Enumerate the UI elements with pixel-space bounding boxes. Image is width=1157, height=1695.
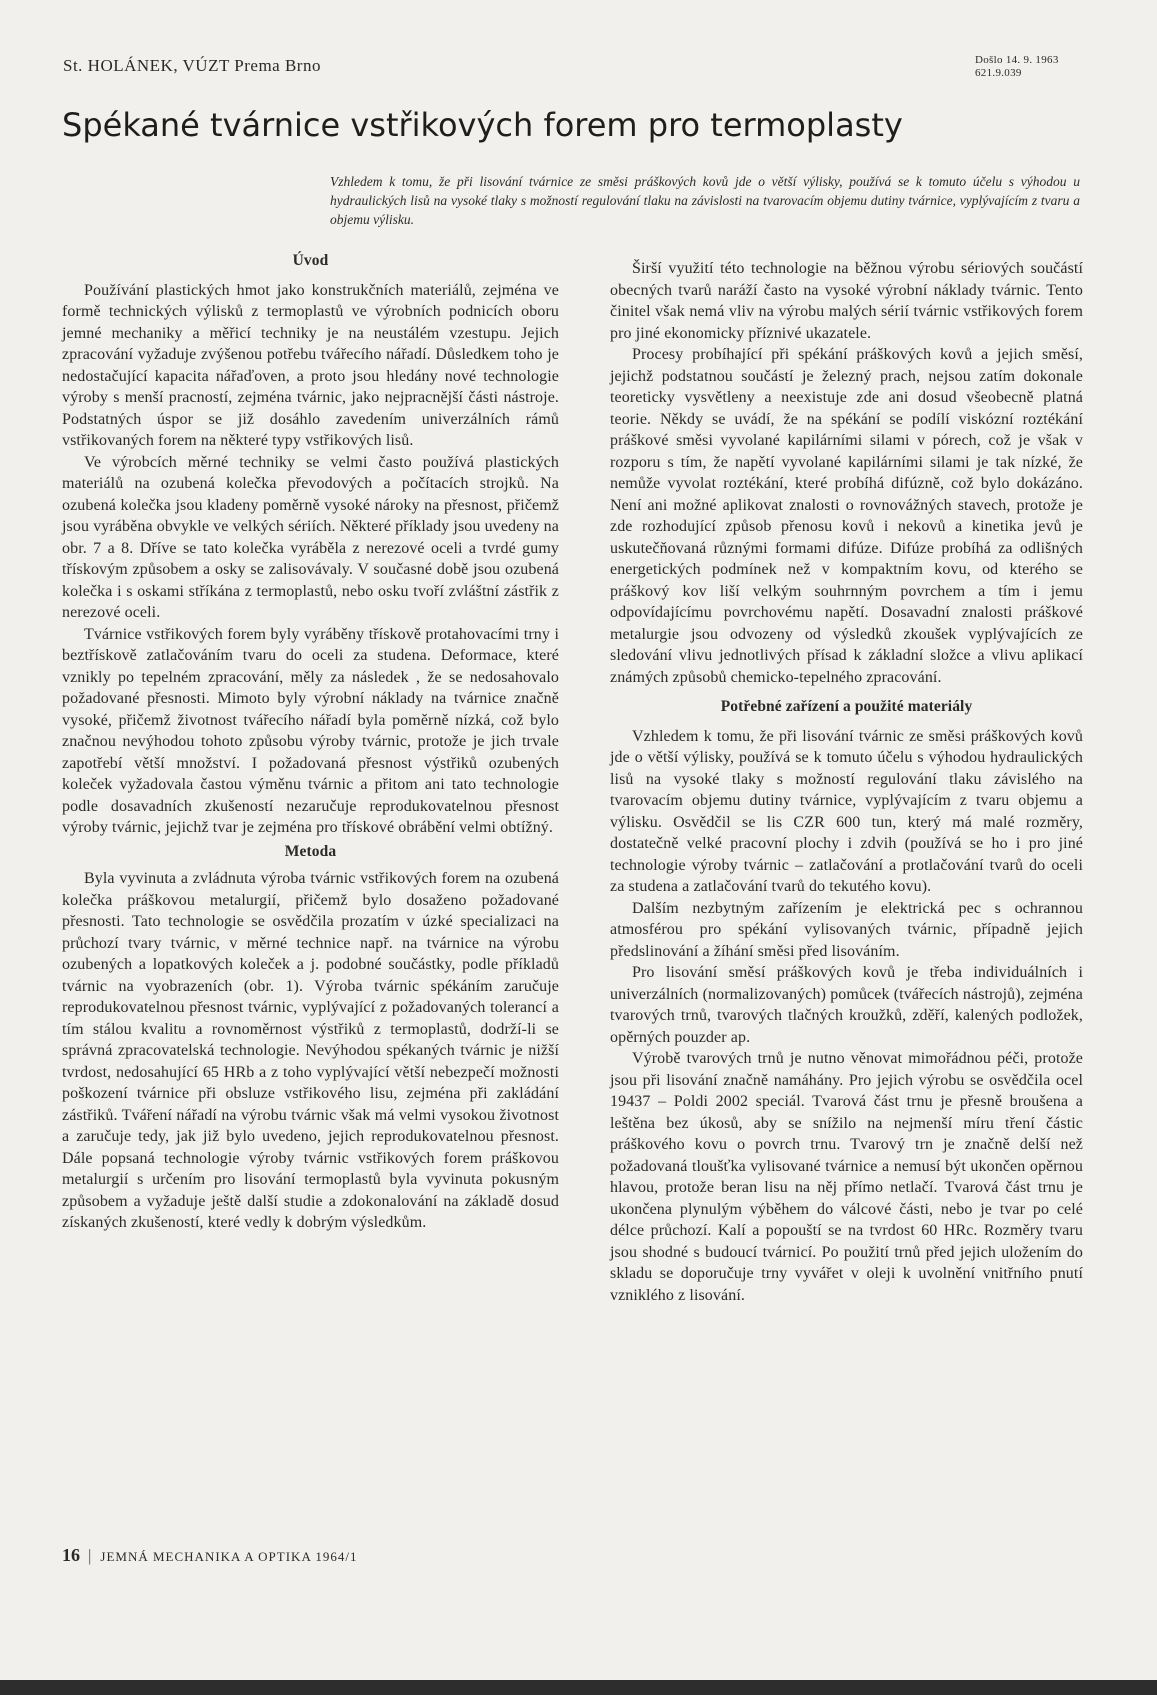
journal-name: JEMNÁ MECHANIKA A OPTIKA 1964/1 [100,1549,358,1564]
article-author: St. HOLÁNEK, VÚZT Prema Brno [63,56,321,75]
paragraph: Dalším nezbytným zařízením je elektrická pec s ochrannou atmosférou pro spékání vylisovaných tvárnic, případně jejich předslinování a žíhání směsi před lisováním. [610,899,1083,960]
section-heading-equipment: Potřebné zařízení a použité materiály [720,698,973,715]
paragraph: Vzhledem k tomu, že při lisování tvárnic ze směsi práškových kovů jde o větší výlisky, používá se k tomuto účelu s výhodou hydraulických lisů na vysoké tlaky s možností regulování tlaku závislého na tvarovacím objemu dutiny tvárnice, vyplývajícím z tvaru objemu a výlisku. Osvědčil se lis CZR 600 tun, který má malé rozměry, dostatečně velké pracovní plochy i zdvih (používá se ho i pro jiné technologie výroby tvárnic – zatlačování a protlačování tvarů do oceli za studena a zatlačování tvarů do tekutého kovu). [610,727,1083,895]
paragraph: Procesy probíhající při spékání práškových kovů a jejich směsí, jejichž podstatnou součástí je železný prach, nejsou zatím dokonale teoreticky vysvětleny a neexistuje zde ani dosud všeobecně platná teorie. Někdy se uvádí, že na spékání se podílí viskózní roztékání práškové směsi vyvolané kapilárními silami v pórech, což je však v rozporu s tím, že napětí vyvolané kapilárními silami je tak nízké, že nemůže vyvolat roztékání, které probíhá difúzně, což bylo dokázáno. Není ani možné aplikovat znalosti o rovnovážných stavech, protože je zde rozhodující způsob přenosu kovů i nekovů a kinetika jevů je uskutečňovaná různými formami difúze. Difúze probíhá za odlišných energetických podmínek než v kompaktním kovu, od kterého se práškový kov liší velkým souhrnným povrchem a tím i jemu odpovídajícímu povrchovému napětí. Dosavadní znalosti práškové metalurgie jsou odvozeny od výsledků zkoušek vyplývajících ze sledování vlivu jednotlivých přísad k základní složce a vlivu aplikací známých způsobů chemicko-tepelného zpracování. [610,346,1083,686]
paragraph: Ve výrobcích měrné techniky se velmi často používá plastických materiálů na ozubená kolečka převodových a počítacích strojků. Na ozubená kolečka jsou kladeny poměrně vysoké nároky na přesnost, přičemž jsou vyráběna obvykle ve velkých sériích. Některé příklady jsou uvedeny na obr. 7 a 8. Dříve se tato kolečka vyráběla z nerezové oceli a tvrdé gumy třískovým způsobem a osky se zalisovávaly. V současné době jsou ozubená kolečka i s oskami stříkána z termoplastů, nebo osku tvoří zvláštní zástřik z nerezové oceli. [62,453,559,621]
right-column [610,258,1083,1306]
section-heading-intro: Úvod [292,252,329,269]
page-number: 16 [62,1545,80,1565]
left-column [62,250,559,1234]
section-heading-method: Metoda [284,842,337,860]
paragraph: Používání plastických hmot jako konstrukčních materiálů, zejména ve formě technických výlisků z termoplastů ve výrobních podnicích oboru jemné mechaniky a měřicí techniky je na neustálém vzestupu. Jejich zpracování vyžaduje zvýšenou potřebu tvářecího nářadí. Důsledkem toho je nedostačující kapacita nářaďoven, a proto jsou hledány nové technologie výroby s menší pracností, zejména tvárnic, jako nejpracnější části nástroje. Podstatných úspor se již dosáhlo zavedením univerzálních rámů vstřikovaných forem na některé typy vstřikových lisů. [62,281,559,449]
page-footer [62,1545,357,1566]
scan-edge [0,1680,1157,1695]
paragraph: Pro lisování směsí práškových kovů je třeba individuálních i univerzálních (normalizovaných) pomůcek (tvářecích nástrojů), zejména tvarových trnů, tvarových tlačných kroužků, zděří, kalených podložek, opěrných pouzder ap. [610,964,1083,1046]
paragraph: Širší využití této technologie na běžnou výrobu sériových součástí obecných tvarů naráží často na vysoké výrobní náklady tvárnic. Tento činitel však nemá vliv na výrobu malých sérií tvárnic vstřikových forem pro jiné ekonomicky příznivé ukazatele. [610,260,1083,342]
article-title: Spékané tvárnice vstřikových forem pro termoplasty [62,106,903,144]
received-date: Došlo 14. 9. 1963 [975,54,1059,66]
footer-separator: | [88,1546,93,1565]
article-meta [975,54,1059,80]
paragraph: Byla vyvinuta a zvládnuta výroba tvárnic vstřikových forem na ozubená kolečka práškovou metalurgií, přičemž bylo dosaženo požadované přesnosti. Tato technologie se osvědčila prozatím v úzké specializaci na průchozí tvary tvárnic, v měrné technice např. na tvárnice na výrobu ozubených a lopatkových koleček a j. podobné součástky, podle příkladů tvárnic na vyobrazeních (obr. 1). Výroba tvárnic spékáním zaručuje reprodukovatelnou přesnost tvárnic, vyplývající z požadovaných tolerancí a tím stálou kvalitu a rovnoměrnost výstřiků z termoplastů, dodrží-li se správná zpracovatelská technologie. Nevýhodou spékaných tvárnic je nižší tvrdost, nedosahující 65 HRb a z toho vyplývající větší nebezpečí možnosti poškození tvárnice při obsluze vstřikového lisu, zejména při zakládání zástřiků. Tváření nářadí na výrobu tvárnic však má velmi vysokou životnost a zaručuje tedy, jak již bylo uvedeno, jejich reprodukovatelnou přesnost. Dále popsaná technologie výroby tvárnic vstřikových forem práškovou metalurgií s určením pro lisování termoplastů byla vyvinuta pokusným způsobem a vyžaduje ještě další studie a zdokonalování na základě dosud získaných zkušeností, které vedly k dobrým výsledkům. [62,870,559,1231]
udc-code: 621.9.039 [975,67,1022,79]
paragraph: Tvárnice vstřikových forem byly vyráběny třískově protahovacími trny i beztřískově zatlačováním tvaru do oceli za studena. Deformace, které vznikly po tepelném zpracování, měly za následek , že se nedosahovalo požadované přesnosti. Mimoto byly výrobní náklady na tvárnice značně vysoké, přičemž životnost tvářecího nářadí byla poměrně nízká, což bylo značnou nevýhodou tohoto způsobu výroby tvárnic, protože je jich trvale zapotřebí větší množství. I požadovaná přesnost výstřiků ozubených koleček vyžadovala častou výměnu tvárnic a přitom ani tato technologie podle dosavadních zkušeností nezaručuje reprodukovatelnou přesnost výroby tvárnic, jejichž tvar je zejména pro třískové obrábění velmi obtížný. [62,625,559,836]
article-abstract: Vzhledem k tomu, že při lisování tvárnice ze směsi práškových kovů jde o větší výlisky, používá se k tomuto účelu s výhodou u hydraulických lisů na vysoké tlaky s možností regulování tlaku na závislosti na tvarovacím objemu dutiny tvárnice, vyplývajícím z tvaru a objemu výlisku. [330,174,1080,227]
paragraph: Výrobě tvarových trnů je nutno věnovat mimořádnou péči, protože jsou při lisování značně namáhány. Pro jejich výrobu se osvědčila ocel 19437 – Poldi 2002 speciál. Tvarová část trnu je přesně broušena a leštěna bez úkosů, aby se snížilo na nejmenší míru tření částic práškového kovu o povrch trnu. Tvarový trn je značně delší než požadovaná tloušťka vylisované tvárnice a nemusí být ukončen opěrnou hlavou, protože beran lisu na něj přímo netlačí. Tvarová část trnu je ukončena plynulým výběhem do válcové části, nebo je tvar po celé délce průchozí. Kalí a popouští se na tvrdost 60 HRc. Rozměry tvaru jsou shodné s budoucí tvárnicí. Po použití trnů před jejich uložením do skladu se doporučuje trny vyvářet v oleji k uvolnění vnitřního pnutí vzniklého z lisování. [610,1050,1083,1304]
